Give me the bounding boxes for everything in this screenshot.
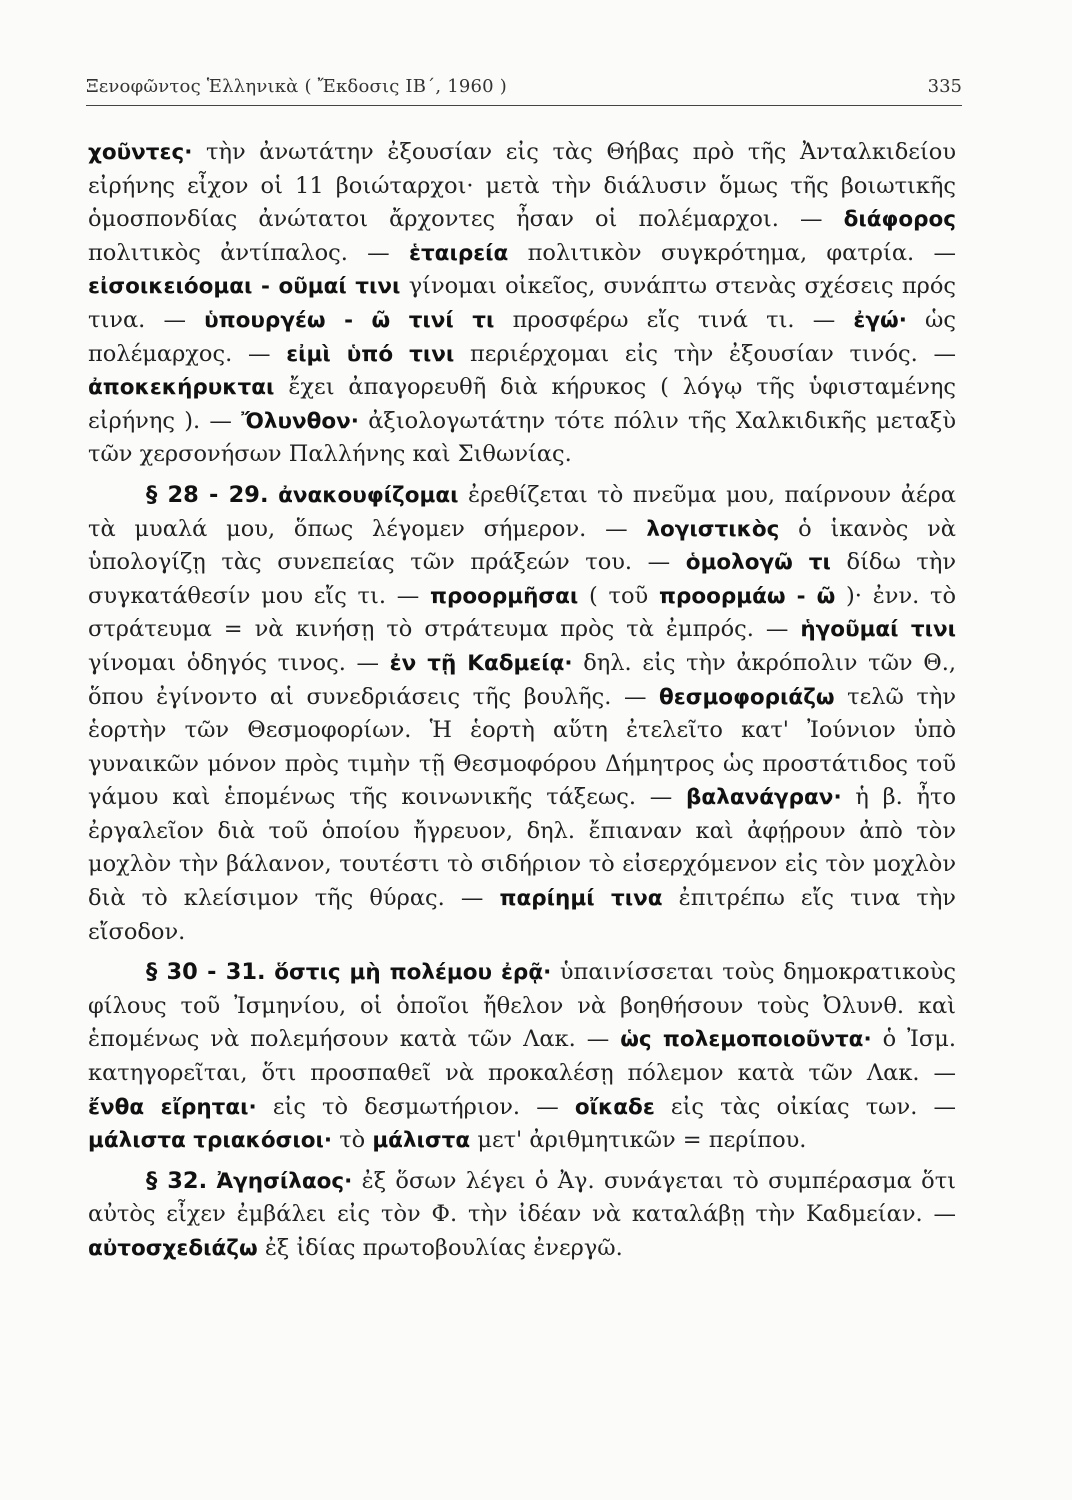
lemma-term: Ἀγησίλαος· <box>216 1168 353 1194</box>
header-rule <box>86 105 962 106</box>
lemma-term: οἴκαδε <box>574 1094 655 1120</box>
gloss-text: ἐπιτρέπω εἴς τινα τὴν εἴσοδον. <box>88 885 956 945</box>
section-number: § 30 - 31. <box>146 959 266 986</box>
lemma-term: ἐν τῇ Καδμείᾳ· <box>389 650 573 676</box>
gloss-text: δίδω τὴν συγκατάθεσίν μου εἴς τι. — <box>88 549 957 609</box>
gloss-text: γίνομαι ὁδηγός τινος. — <box>88 649 390 676</box>
lemma-term: θεσμοφοριάζω <box>659 684 835 710</box>
lemma-term: ἀποκεκήρυκται <box>88 375 275 401</box>
gloss-text: εἰς τὸ δεσμωτήριον. — <box>256 1093 575 1120</box>
lemma-term: εἰσοικειόομαι - οῦμαί τινι <box>88 274 401 300</box>
lemma-term: ὁμολογῶ τι <box>685 550 831 576</box>
lemma-term: προορμῆσαι <box>429 583 579 609</box>
lemma-term: ἡγοῦμαί τινι <box>800 617 956 643</box>
lemma-term: χοῦντες· <box>88 140 193 165</box>
lemma-term: ἐγώ· <box>853 307 907 333</box>
lemma-term: ὑπουργέω - ῶ τινί τι <box>204 307 495 333</box>
lemma-term: μάλιστα τριακόσιοι· <box>88 1128 333 1154</box>
lemma-term: λογιστικὸς <box>646 516 780 542</box>
gloss-text: εἰς τὰς οἰκίας των. — <box>654 1093 956 1120</box>
gloss-text: ἀξιολογωτάτην τότε πόλιν τῆς Χαλκιδικῆς μεταξὺ τῶν χερσονήσων Παλλήνης καὶ Σιθωνίας. <box>88 407 956 468</box>
gloss-text: πολιτικὸς ἀντίπαλος. — <box>88 239 409 266</box>
gloss-text: προσφέρω εἴς τινά τι. — <box>494 306 854 333</box>
lemma-term: Ὄλυνθον· <box>241 408 359 434</box>
gloss-text: ἔχει ἀπαγορευθῆ διὰ κήρυκος ( λόγῳ τῆς ὑφισταμένης εἰρήνης ). — <box>88 374 956 434</box>
gloss-text: πολιτικὸν συγκρότημα, φατρία. — <box>508 239 956 266</box>
gloss-text: δηλ. εἰς τὴν ἀκρόπολιν τῶν Θ., ὅπου ἐγίνοντο αἱ συνεδριάσεις τῆς βουλῆς. — <box>88 649 956 710</box>
gloss-text: ἐξ ὅσων λέγει ὁ Ἀγ. συνάγεται τὸ συμπέρασμα ὅτι αὐτὸς εἶχεν ἐμβάλει εἰς τὸν Φ. τὴν ἰδέαν νὰ καταλάβῃ τὴν Καδμείαν. — <box>88 1167 956 1228</box>
gloss-text: ἐξ ἰδίας πρωτοβουλίας ἐνεργῶ. <box>257 1235 623 1261</box>
lemma-term: προορμάω - ῶ <box>658 583 836 609</box>
lemma-term: ἀνακουφίζομαι <box>278 482 459 508</box>
gloss-text: )· ἐνν. τὸ στράτευμα = νὰ κινήσῃ τὸ στράτευμα πρὸς τὰ ἐμπρός. — <box>88 582 956 643</box>
gloss-text: ὑπαινίσσεται τοὺς δημοκρατικοὺς φίλους τοῦ Ἰσμηνίου, οἱ ὁποῖοι ἤθελον νὰ βοηθήσουν τοὺς Ὀλυνθ. καὶ ἑπομένως νὰ πολεμήσουν κατὰ τῶν Λακ. — <box>88 959 956 1053</box>
gloss-text: ὡς πολέμαρχος. — <box>88 306 956 367</box>
lemma-term: εἰμὶ ὑπό τινι <box>286 341 455 367</box>
commentary-paragraph <box>88 136 956 472</box>
commentary-paragraph <box>88 1165 956 1266</box>
gloss-text: τὴν ἀνωτάτην ἐξουσίαν εἰς τὰς Θήβας πρὸ τῆς Ἀνταλκιδείου εἰρήνης εἶχον οἱ 11 βοιώταρχοι· μετὰ τὴν διάλυσιν ὅμως τῆς βοιωτικῆς ὁμοσπονδίας ἀνώτατοι ἄρχοντες ἦσαν οἱ πολέμαρχοι. — <box>88 139 956 233</box>
running-head-title: Ξενοφῶντος Ἑλληνικὰ ( Ἔκδοσις ΙΒ΄, 1960 ) <box>86 76 507 97</box>
lemma-term: ἔνθα εἴρηται· <box>88 1094 257 1120</box>
gloss-text <box>266 959 275 985</box>
commentary-paragraph <box>88 956 956 1158</box>
lemma-term: ὅστις μὴ πολέμου ἐρᾷ· <box>274 960 552 986</box>
gloss-text: τελῶ τὴν ἑορτὴν τῶν Θεσμοφορίων. Ἡ ἑορτὴ αὕτη ἐτελεῖτο κατ' Ἰούνιον ὑπὸ γυναικῶν μόνον πρὸς τιμὴν τῇ Θεσμοφόρου Δήμητρος ὡς προστάτιδος τοῦ γάμου καὶ ἑπομένως τῆς κοινωνικῆς τάξεως. — <box>88 683 957 811</box>
gloss-text: ( τοῦ <box>578 582 659 609</box>
lemma-term: διάφορος <box>843 207 956 233</box>
lemma-term: ὡς πολεμοποιοῦντα· <box>620 1027 872 1053</box>
gloss-text: τὸ <box>332 1127 373 1154</box>
commentary-paragraph <box>88 479 956 949</box>
gloss-text: γίνομαι οἰκεῖος, συνάπτω στενὰς σχέσεις πρός τινα. — <box>88 273 956 333</box>
lemma-term: ἑταιρεία <box>408 240 509 266</box>
gloss-text: ἡ β. ἦτο ἐργαλεῖον διὰ τοῦ ὁποίου ἤγρευον, δηλ. ἔπιαναν καὶ ἀφῄρουν ἀπὸ τὸν μοχλὸν τὴν βάλανον, τουτέστι τὸ σιδήριον τὸ εἰσερχόμενον εἰς τὸν μοχλὸν διὰ τὸ κλείσιμον τῆς θύρας. — <box>88 784 956 912</box>
page-number: 335 <box>927 76 962 97</box>
section-number: § 28 - 29. <box>146 481 269 508</box>
gloss-text <box>207 1168 216 1194</box>
gloss-text: ἐρεθίζεται τὸ πνεῦμα μου, παίρνουν ἀέρα τὰ μυαλά μου, ὅπως λέγομεν σήμερον. — <box>88 481 956 542</box>
lemma-term: παρίημί τινα <box>499 886 663 912</box>
lemma-term: μάλιστα <box>372 1128 471 1154</box>
lemma-term: αὐτοσχεδιάζω <box>88 1236 258 1261</box>
gloss-text <box>269 482 279 508</box>
gloss-text: μετ' ἀριθμητικῶν = περίπου. <box>470 1127 807 1154</box>
section-number: § 32. <box>146 1167 208 1194</box>
gloss-text: ὁ ἱκανὸς νὰ ὑπολογίζῃ τὰς συνεπείας τῶν πράξεών του. — <box>88 515 957 576</box>
gloss-text: ὁ Ἰσμ. κατηγορεῖται, ὅτι προσπαθεῖ νὰ προκαλέσῃ πόλεμον κατὰ τῶν Λακ. — <box>88 1026 956 1087</box>
lemma-term: βαλανάγραν· <box>686 785 842 811</box>
commentary-body <box>88 136 956 1266</box>
running-head <box>86 76 962 102</box>
gloss-text: περιέρχομαι εἰς τὴν ἐξουσίαν τινός. — <box>454 340 956 367</box>
